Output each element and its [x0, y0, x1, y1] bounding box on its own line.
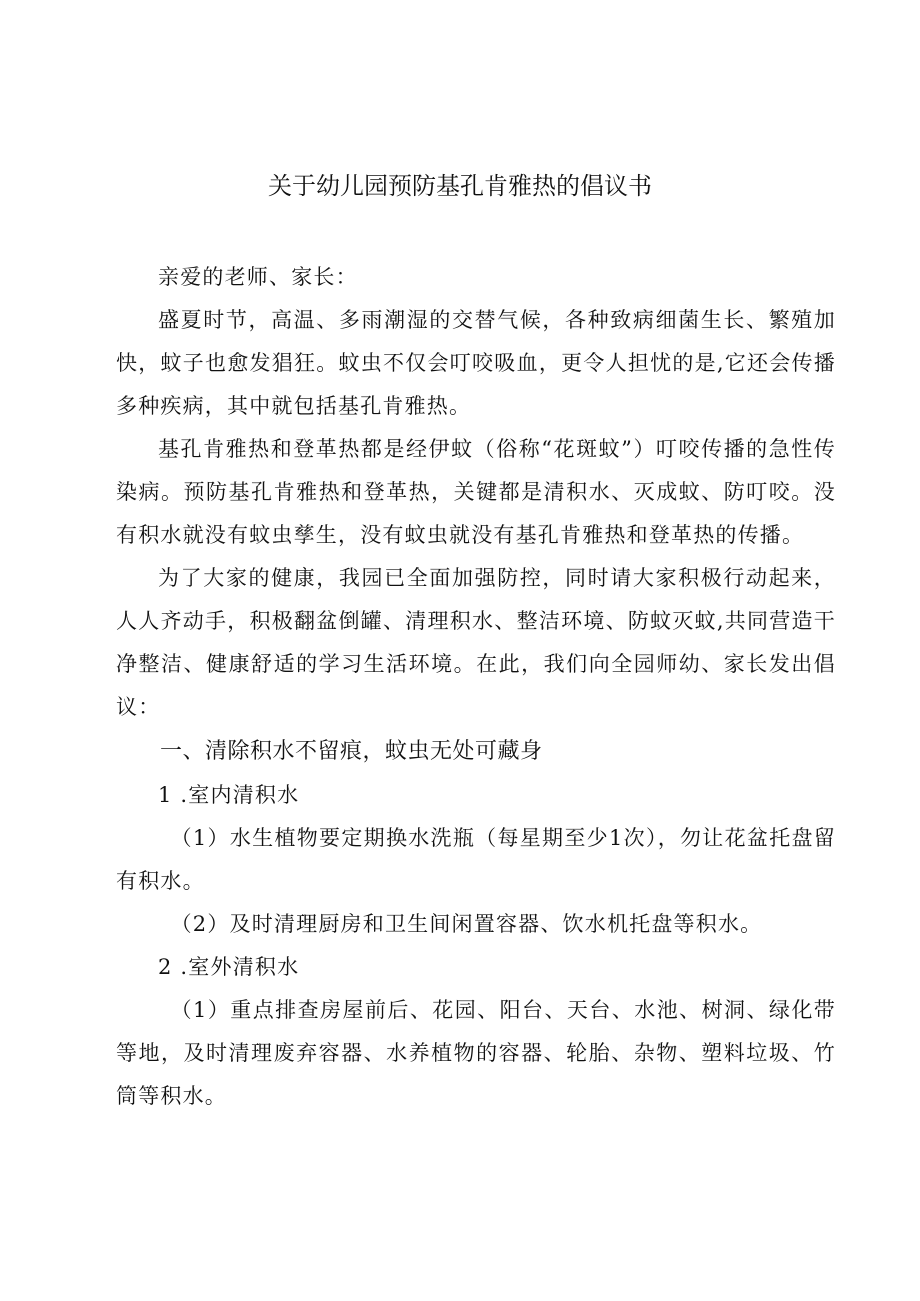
list-item: （2）及时清理厨房和卫生间闲置容器、饮水机托盘等积水。 [170, 912, 763, 936]
list-item: （1）重点排查房屋前后、花园、阳台、天台、水池、树洞、绿化带等地，及时清理废弃容器、水养植物的容器、轮胎、杂物、塑料垃圾、竹筒等积水。 [116, 998, 836, 1108]
paragraph-appeal: 为了大家的健康，我园已全面加强防控，同时请大家积极行动起来，人人齐动手，积极翻盆倒罐、清理积水、整洁环境、防蚊灭蚊,共同营造干净整洁、健康舒适的学习生活环境。在此，我们向全园师幼、家长发出倡议： [116, 566, 836, 719]
salutation: 亲爱的老师、家长： [158, 265, 358, 289]
section-heading: 一、清除积水不留痕，蚊虫无处可藏身 [160, 739, 543, 764]
list-item: （1）水生植物要定期换水洗瓶（每星期至少1次），勿让花盆托盘留有积水。 [116, 826, 836, 893]
document-body [116, 256, 836, 1118]
subsection-title-indoor: 1 .室内清积水 [158, 783, 300, 807]
paragraph-intro: 盛夏时节，高温、多雨潮湿的交替气候，各种致病细菌生长、繁殖加快，蚊子也愈发猖狂。蚊虫不仅会叮咬吸血，更令人担忧的是,它还会传播多种疾病，其中就包括基孔肯雅热。 [116, 308, 836, 418]
document-title: 关于幼儿园预防基孔肯雅热的倡议书 [268, 172, 652, 200]
paragraph-disease: 基孔肯雅热和登革热都是经伊蚊（俗称“花斑蚊”）叮咬传播的急性传染病。预防基孔肯雅热和登革热，关键都是清积水、灭成蚊、防叮咬。没有积水就没有蚊虫孳生，没有蚊虫就没有基孔肯雅热和登革热的传播。 [116, 437, 836, 547]
subsection-title-outdoor: 2 .室外清积水 [158, 955, 300, 979]
